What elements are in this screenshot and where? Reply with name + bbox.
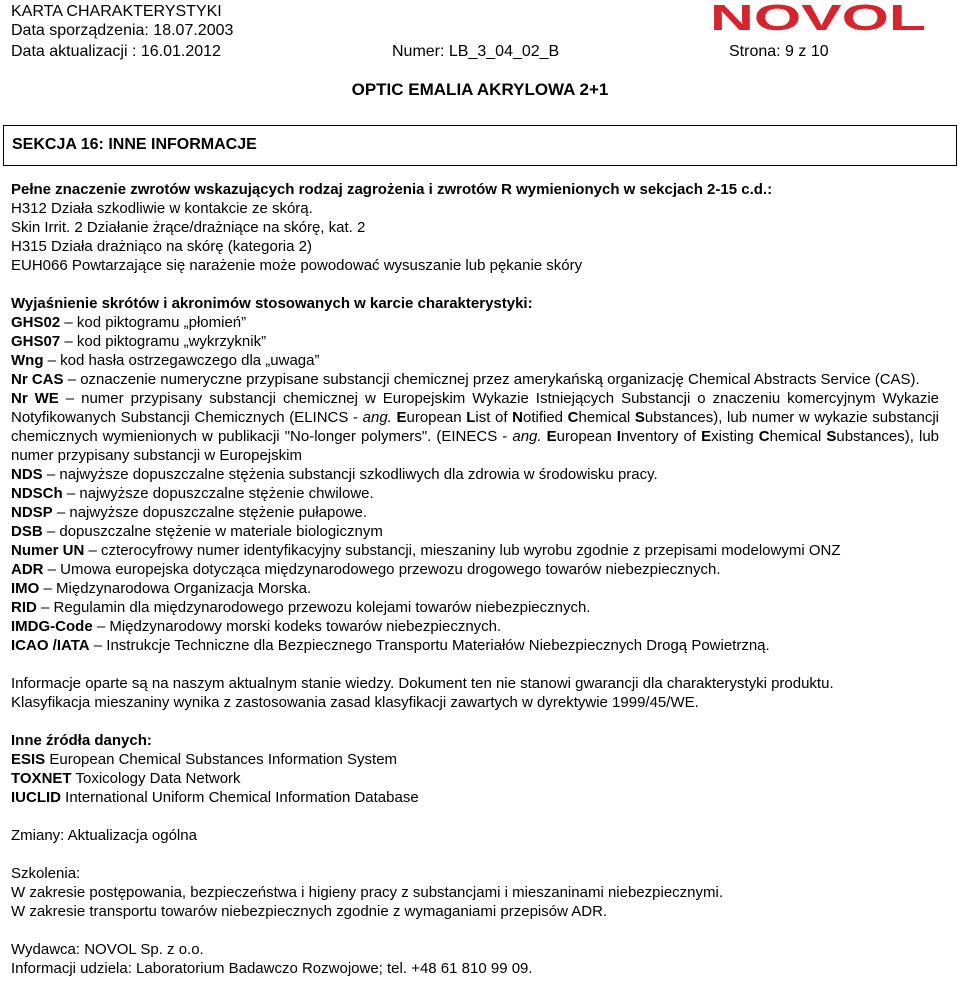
- updated-date: Data aktualizacji : 16.01.2012: [11, 43, 221, 60]
- novol-logo: [708, 2, 928, 32]
- section-title: SEKCJA 16: INNE INFORMACJE: [12, 136, 257, 153]
- document-title: OPTIC EMALIA AKRYLOWA 2+1: [351, 80, 609, 99]
- changes-line: Zmiany: Aktualizacja ogólna: [11, 827, 197, 844]
- hazard-line: H312 Działa szkodliwie w kontakcie ze skórą.: [11, 200, 313, 217]
- hazard-line: EUH066 Powtarzające się narażenie może powodować wysuszanie lub pękanie skóry: [11, 257, 583, 274]
- abbreviation-item: Nr CAS – oznaczenie numeryczne przypisane substancji chemicznej przez amerykańską organizację Chemical Abstracts Service (CAS).: [11, 371, 920, 388]
- contact-line: Informacji udziela: Laboratorium Badawczo Rozwojowe; tel. +48 61 810 99 09.: [11, 960, 533, 977]
- hazards-heading: Pełne znaczenie zwrotów wskazujących rodzaj zagrożenia i zwrotów R wymienionych w sekcjach 2-15 c.d.:: [11, 181, 773, 198]
- section-content: [11, 180, 939, 978]
- hazard-line: Skin Irrit. 2 Działanie żrące/drażniące na skórę, kat. 2: [11, 219, 366, 236]
- header-info-row: [11, 42, 951, 62]
- abbreviation-item: IMDG-Code – Międzynarodowy morski kodeks towarów niebezpiecznych.: [11, 618, 502, 635]
- svg-text:NOVOL: NOVOL: [710, 2, 926, 32]
- abbreviation-item: GHS02 – kod piktogramu „płomień”: [11, 314, 247, 331]
- training-line: W zakresie postępowania, bezpieczeństwa i higieny pracy z substancjami i mieszaninami niebezpiecznymi.: [11, 884, 723, 901]
- page-number: Strona: 9 z 10: [729, 43, 829, 60]
- abbreviation-item: IMO – Międzynarodowa Organizacja Morska.: [11, 580, 312, 597]
- abbreviations-heading: Wyjaśnienie skrótów i akronimów stosowanych w karcie charakterystyki:: [11, 295, 533, 312]
- document-number: Numer: LB_3_04_02_B: [392, 43, 560, 60]
- abbreviation-item-nr-we: Nr WE – numer przypisany substancji chemicznej w Europejskim Wykazie Istniejących Substancji o znaczeniu komercyjnym Wykazie Notyfikowanych Substancji Chemicznych (ELINCS - ang. European List of Notified Chemical Substances), lub numer w wykazie substancji chemicznych wymienionych w publikacji "No-longer polymers". (EINECS - ang. European Inventory of Existing Chemical Substances), lub numer przypisany substancji w Europejskim: [11, 390, 940, 464]
- abbreviation-item: ICAO /IATA – Instrukcje Techniczne dla Bezpiecznego Transportu Materiałów Niebezpiecznych Drogą Powietrzną.: [11, 637, 770, 654]
- info-line: Klasyfikacja mieszaniny wynika z zastosowania zasad klasyfikacji zawartych w dyrektywie 1999/45/WE.: [11, 694, 699, 711]
- abbreviation-item: ADR – Umowa europejska dotycząca międzynarodowego przewozu drogowego towarów niebezpiecznych.: [11, 561, 721, 578]
- info-line: Informacje oparte są na naszym aktualnym stanie wiedzy. Dokument ten nie stanowi gwarancji dla charakterystyki produktu.: [11, 675, 834, 692]
- abbreviation-item: GHS07 – kod piktogramu „wykrzyknik”: [11, 333, 267, 350]
- hazard-line: H315 Działa drażniąco na skórę (kategoria 2): [11, 238, 312, 255]
- training-line: W zakresie transportu towarów niebezpiecznych zgodnie z wymaganiami przepisów ADR.: [11, 903, 608, 920]
- publisher-line: Wydawca: NOVOL Sp. z o.o.: [11, 941, 204, 958]
- sources-heading: Inne źródła danych:: [11, 732, 152, 749]
- prepared-date: Data sporządzenia: 18.07.2003: [11, 22, 234, 39]
- section-header: [3, 125, 957, 166]
- abbreviation-item: RID – Regulamin dla międzynarodowego przewozu kolejami towarów niebezpiecznych.: [11, 599, 591, 616]
- source-item: TOXNET Toxicology Data Network: [11, 770, 241, 787]
- source-item: IUCLID International Uniform Chemical Information Database: [11, 789, 419, 806]
- abbreviation-item: Wng – kod hasła ostrzegawczego dla „uwaga”: [11, 352, 320, 369]
- abbreviation-item: NDSP – najwyższe dopuszczalne stężenie pułapowe.: [11, 504, 368, 521]
- abbreviation-item: Numer UN – czterocyfrowy numer identyfikacyjny substancji, mieszaniny lub wyrobu zgodnie z przepisami modelowymi ONZ: [11, 542, 841, 559]
- training-heading: Szkolenia:: [11, 865, 81, 882]
- abbreviation-item: DSB – dopuszczalne stężenie w materiale biologicznym: [11, 523, 383, 540]
- source-item: ESIS European Chemical Substances Information System: [11, 751, 398, 768]
- doc-type: KARTA CHARAKTERYSTYKI: [11, 3, 222, 20]
- abbreviation-item: NDSCh – najwyższe dopuszczalne stężenie chwilowe.: [11, 485, 374, 502]
- document-header: [11, 2, 233, 40]
- abbreviation-item: NDS – najwyższe dopuszczalne stężenia substancji szkodliwych dla zdrowia w środowisku pracy.: [11, 466, 658, 483]
